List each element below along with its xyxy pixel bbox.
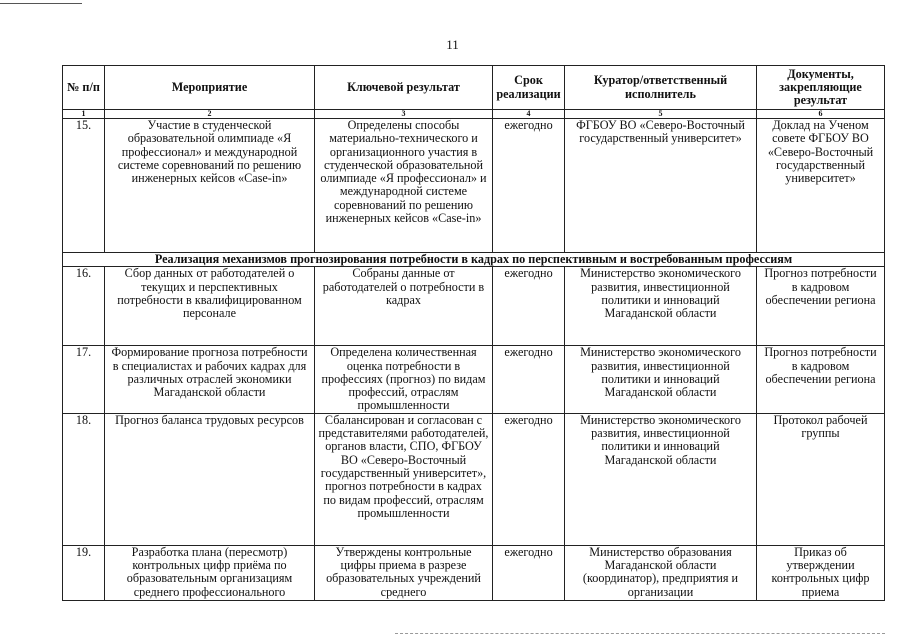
- column-number-row: [63, 110, 885, 119]
- row-term: ежегодно: [493, 413, 565, 545]
- table-row: [63, 119, 885, 253]
- section-row: [63, 253, 885, 267]
- row-curator: Министерство экономического развития, инвестиционной политики и инноваций Магаданской области: [565, 346, 757, 413]
- row-number: 18.: [63, 413, 105, 545]
- row-documents: Прогноз потребности в кадровом обеспечении региона: [757, 267, 885, 346]
- header-documents: Документы, закрепляющие результат: [757, 66, 885, 110]
- row-term: ежегодно: [493, 267, 565, 346]
- row-documents: Доклад на Ученом совете ФГБОУ ВО «Северо-Восточный государственный университет»: [757, 119, 885, 253]
- row-documents: Приказ об утверждении контрольных цифр приема: [757, 545, 885, 600]
- row-number: 16.: [63, 267, 105, 346]
- column-number: 3: [315, 110, 493, 119]
- table-row: [63, 413, 885, 545]
- row-activity: Разработка плана (пересмотр) контрольных цифр приёма по образовательным организациям среднего профессионального: [105, 545, 315, 600]
- row-term: ежегодно: [493, 346, 565, 413]
- bottom-rule: [395, 633, 885, 634]
- row-documents: Прогноз потребности в кадровом обеспечении региона: [757, 346, 885, 413]
- row-term: ежегодно: [493, 119, 565, 253]
- column-number: 1: [63, 110, 105, 119]
- row-activity: Участие в студенческой образовательной олимпиаде «Я профессионал» и международной системе соревнований по решению инженерных кейсов «Case-in»: [105, 119, 315, 253]
- header-curator: Куратор/ответственный исполнитель: [565, 66, 757, 110]
- row-number: 17.: [63, 346, 105, 413]
- table-row: [63, 346, 885, 413]
- row-curator: Министерство экономического развития, инвестиционной политики и инноваций Магаданской области: [565, 413, 757, 545]
- row-curator: Министерство экономического развития, инвестиционной политики и инноваций Магаданской области: [565, 267, 757, 346]
- header-term: Срок реализации: [493, 66, 565, 110]
- header-row: [63, 66, 885, 110]
- row-number: 15.: [63, 119, 105, 253]
- column-number: 5: [565, 110, 757, 119]
- column-number: 2: [105, 110, 315, 119]
- top-rule: [0, 3, 82, 4]
- row-curator: ФГБОУ ВО «Северо-Восточный государственный университет»: [565, 119, 757, 253]
- section-title: Реализация механизмов прогнозирования потребности в кадрах по перспективным и востребованным профессиям: [63, 253, 885, 267]
- table-row: [63, 267, 885, 346]
- column-number: 6: [757, 110, 885, 119]
- page-number: 11: [446, 37, 459, 52]
- row-curator: Министерство образования Магаданской области (координатор), предприятия и организации: [565, 545, 757, 600]
- row-key-result: Сбалансирован и согласован с представителями работодателей, органов власти, СПО, ФГБОУ ВО «Северо-Восточный государственный университет», прогноз потребности в кадрах по видам профессий, отраслям промышленности: [315, 413, 493, 545]
- row-activity: Сбор данных от работодателей о текущих и перспективных потребности в квалифицированном персонале: [105, 267, 315, 346]
- table-row: [63, 545, 885, 600]
- row-documents: Протокол рабочей группы: [757, 413, 885, 545]
- header-activity: Мероприятие: [105, 66, 315, 110]
- row-key-result: Утверждены контрольные цифры приема в разрезе образовательных учреждений среднего: [315, 545, 493, 600]
- row-number: 19.: [63, 545, 105, 600]
- row-activity: Формирование прогноза потребности в специалистах и рабочих кадрах для различных отраслей экономики Магаданской области: [105, 346, 315, 413]
- header-key-result: Ключевой результат: [315, 66, 493, 110]
- column-number: 4: [493, 110, 565, 119]
- row-key-result: Определена количественная оценка потребности в профессиях (прогноз) по видам профессий, отраслям промышленности: [315, 346, 493, 413]
- header-number: № п/п: [63, 66, 105, 110]
- row-activity: Прогноз баланса трудовых ресурсов: [105, 413, 315, 545]
- row-key-result: Собраны данные от работодателей о потребности в кадрах: [315, 267, 493, 346]
- row-key-result: Определены способы материально-технического и организационного участия в студенческой образовательной олимпиаде «Я профессионал» и международной системе соревнований по решению инженерных кейсов «Case-in»: [315, 119, 493, 253]
- row-term: ежегодно: [493, 545, 565, 600]
- activities-table: [62, 65, 885, 601]
